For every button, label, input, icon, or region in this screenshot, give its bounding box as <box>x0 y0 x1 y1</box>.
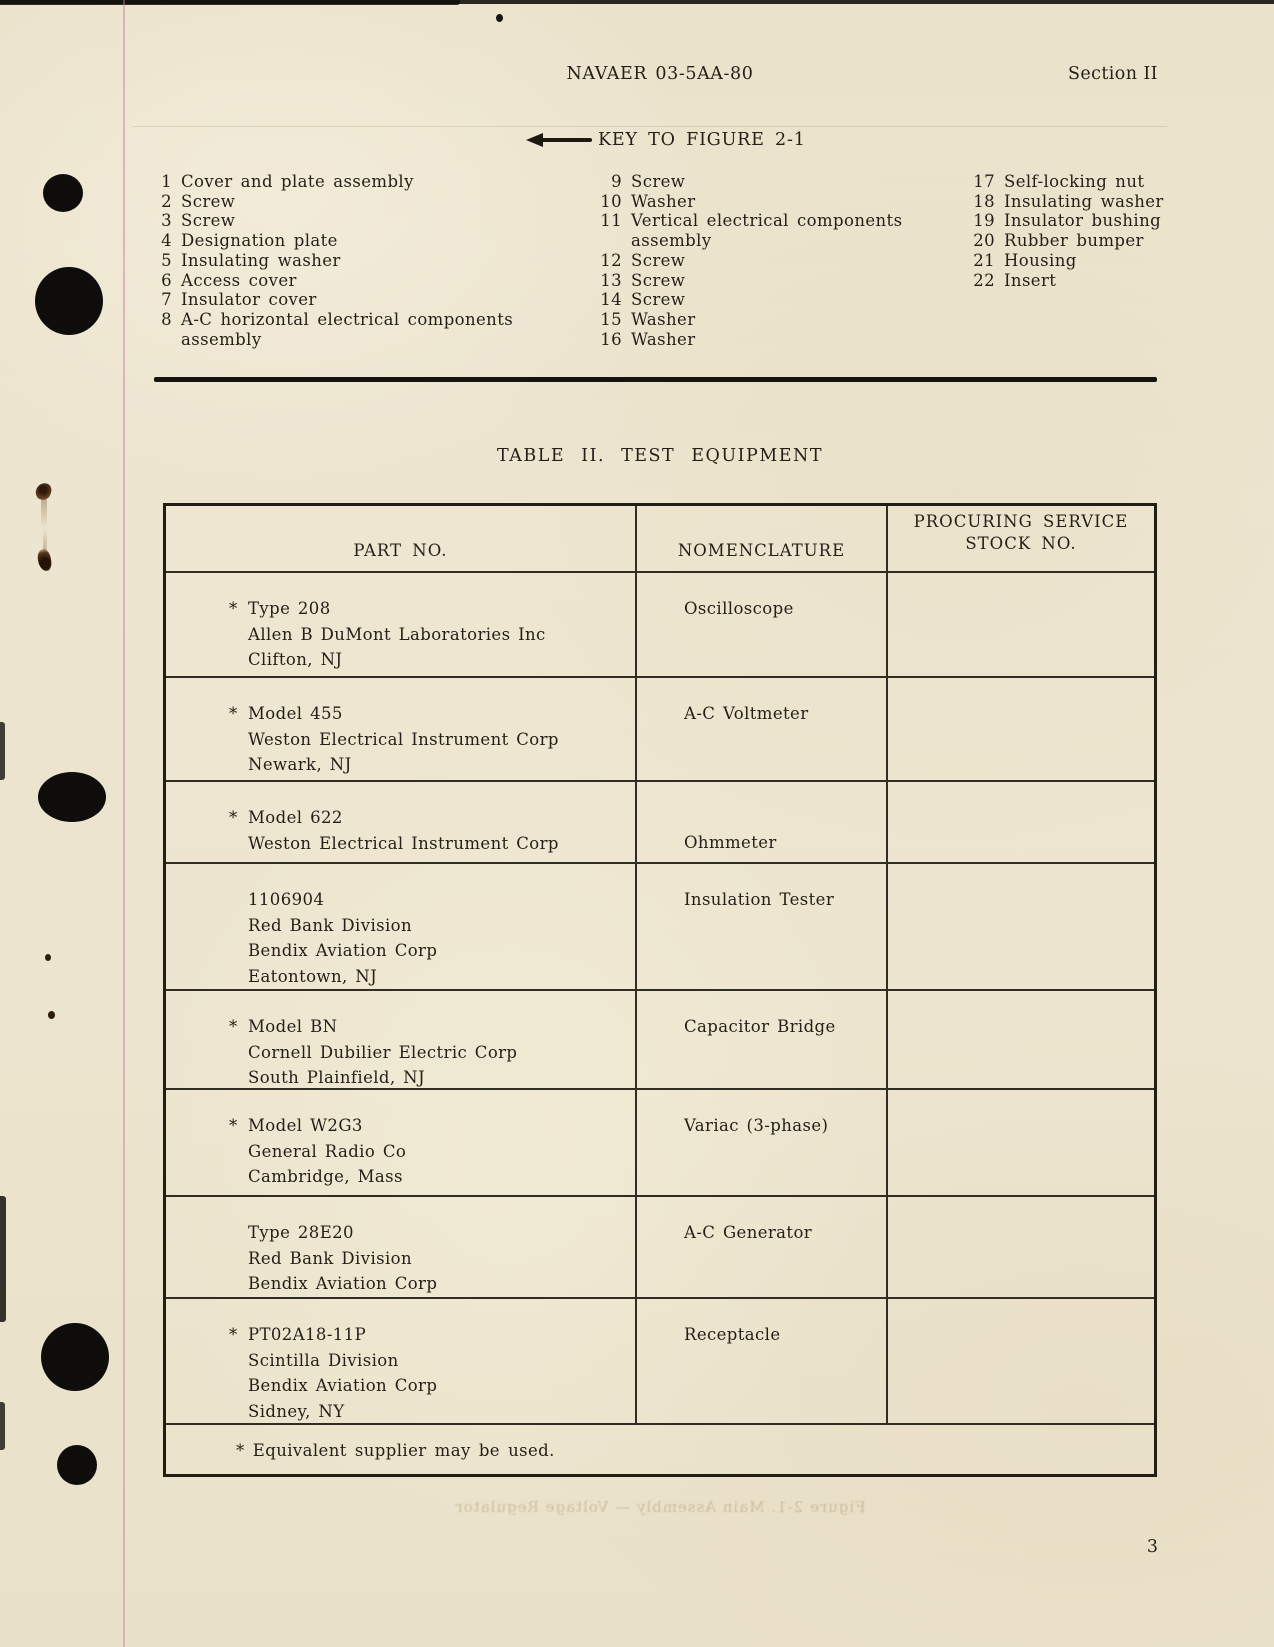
hole-punch-dot <box>41 1323 109 1391</box>
hole-punch-dot <box>57 1445 97 1485</box>
key-item: 19 Insulator bushing <box>973 211 1162 231</box>
table-row <box>166 1195 1154 1297</box>
ink-stain-tail <box>43 528 47 552</box>
document-id: NAVAER 03-5AA-80 <box>566 64 754 84</box>
binding-guide-line <box>123 0 125 1647</box>
scan-edge-left <box>0 1196 6 1322</box>
key-item: 2 Screw <box>161 191 236 211</box>
stock-no-cell <box>888 1197 1154 1297</box>
key-item: 16 Washer <box>600 329 696 349</box>
key-column-1 <box>150 172 580 349</box>
part-no-cell: * Model W2G3 General Radio Co Cambridge, Mass <box>166 1090 637 1195</box>
column-header-stock-no: PROCURING SERVICE STOCK NO. <box>913 512 1129 553</box>
page-number: 3 <box>1146 1537 1158 1557</box>
key-column-3 <box>940 172 1260 290</box>
table-header-row <box>166 506 1154 571</box>
table-row <box>166 1297 1154 1423</box>
ink-speck <box>48 1011 55 1019</box>
asterisk: * <box>229 1116 238 1135</box>
table-footnote: * Equivalent supplier may be used. <box>166 1423 1154 1474</box>
stock-no-cell <box>888 573 1154 676</box>
asterisk: * <box>229 808 238 827</box>
key-column-2 <box>570 172 940 349</box>
table-title: TABLE II. TEST EQUIPMENT <box>496 446 824 466</box>
key-item: 13 Screw <box>600 270 686 290</box>
nomenclature-cell: Ohmmeter <box>637 782 888 862</box>
key-item: 8 A-C horizontal electrical components assembly <box>161 309 514 349</box>
table-row <box>166 780 1154 862</box>
key-item: 5 Insulating washer <box>161 250 341 270</box>
hole-punch-dot <box>38 772 106 822</box>
stock-no-cell <box>888 678 1154 780</box>
key-item: 4 Designation plate <box>161 231 338 251</box>
part-no-cell: * Type 208 Allen B DuMont Laboratories Inc Clifton, NJ <box>166 573 637 676</box>
asterisk: * <box>229 1017 238 1036</box>
bleed-through-caption: Figure 2-1. Main Assembly — Voltage Regulator <box>454 1498 866 1516</box>
section-divider-rule <box>154 377 1157 382</box>
part-no-cell: * Model 622 Weston Electrical Instrument Corp <box>166 782 637 862</box>
key-item: 15 Washer <box>600 309 696 329</box>
scan-edge-top-dark <box>0 0 460 5</box>
asterisk: * <box>229 704 238 723</box>
key-item: 12 Screw <box>600 250 686 270</box>
asterisk: * <box>229 1325 238 1344</box>
faded-rule <box>132 126 1167 127</box>
part-no-cell: * Model BN Cornell Dubilier Electric Corp South Plainfield, NJ <box>166 991 637 1088</box>
ink-speck <box>45 954 51 961</box>
table-row <box>166 1088 1154 1195</box>
ink-speck <box>496 14 503 22</box>
nomenclature-cell: Insulation Tester <box>637 864 888 989</box>
column-header-part-no: PART NO. <box>166 506 637 571</box>
scan-edge-left <box>0 1402 5 1450</box>
asterisk: * <box>229 599 238 618</box>
key-item: 11 Vertical electrical components assembly <box>600 211 903 251</box>
ink-stain-tail <box>41 498 47 528</box>
nomenclature-cell: Receptacle <box>637 1299 888 1423</box>
scan-edge-left <box>0 722 5 780</box>
table-row <box>166 676 1154 780</box>
key-item: 1 Cover and plate assembly <box>161 172 414 191</box>
arrow-left-icon <box>526 132 592 148</box>
key-item: 7 Insulator cover <box>161 290 317 310</box>
key-item: 14 Screw <box>600 290 686 310</box>
key-item: 3 Screw <box>161 211 236 231</box>
hole-punch-dot <box>43 174 83 212</box>
nomenclature-cell: Oscilloscope <box>637 573 888 676</box>
part-no-cell: * Model 455 Weston Electrical Instrument Corp Newark, NJ <box>166 678 637 780</box>
hole-punch-dot <box>35 267 103 335</box>
nomenclature-cell: A-C Generator <box>637 1197 888 1297</box>
section-label: Section II <box>1068 64 1158 84</box>
table-row <box>166 862 1154 989</box>
part-no-cell: * PT02A18-11P Scintilla Division Bendix Aviation Corp Sidney, NY <box>166 1299 637 1423</box>
stock-no-cell <box>888 864 1154 989</box>
part-no-cell: Type 28E20 Red Bank Division Bendix Aviation Corp <box>166 1197 637 1297</box>
stock-no-cell <box>888 1090 1154 1195</box>
column-header-nomenclature: NOMENCLATURE <box>637 506 888 571</box>
nomenclature-cell: A-C Voltmeter <box>637 678 888 780</box>
stock-no-cell <box>888 991 1154 1088</box>
stock-no-cell <box>888 782 1154 862</box>
key-item: 9 Screw <box>611 172 686 191</box>
key-item: 20 Rubber bumper <box>973 231 1144 251</box>
key-item: 21 Housing <box>973 250 1077 270</box>
table-row <box>166 571 1154 676</box>
key-item: 6 Access cover <box>161 270 297 290</box>
nomenclature-cell: Variac (3-phase) <box>637 1090 888 1195</box>
key-item: 22 Insert <box>973 270 1057 290</box>
key-item: 10 Washer <box>600 191 696 211</box>
table-row <box>166 989 1154 1088</box>
key-item: 18 Insulating washer <box>973 191 1164 211</box>
part-no-cell: 1106904 Red Bank Division Bendix Aviation Corp Eatontown, NJ <box>166 864 637 989</box>
nomenclature-cell: Capacitor Bridge <box>637 991 888 1088</box>
key-title: KEY TO FIGURE 2-1 <box>598 130 806 150</box>
stock-no-cell <box>888 1299 1154 1423</box>
key-item: 17 Self-locking nut <box>973 172 1145 191</box>
test-equipment-table <box>163 503 1157 1477</box>
arrow-shaft <box>539 138 592 142</box>
